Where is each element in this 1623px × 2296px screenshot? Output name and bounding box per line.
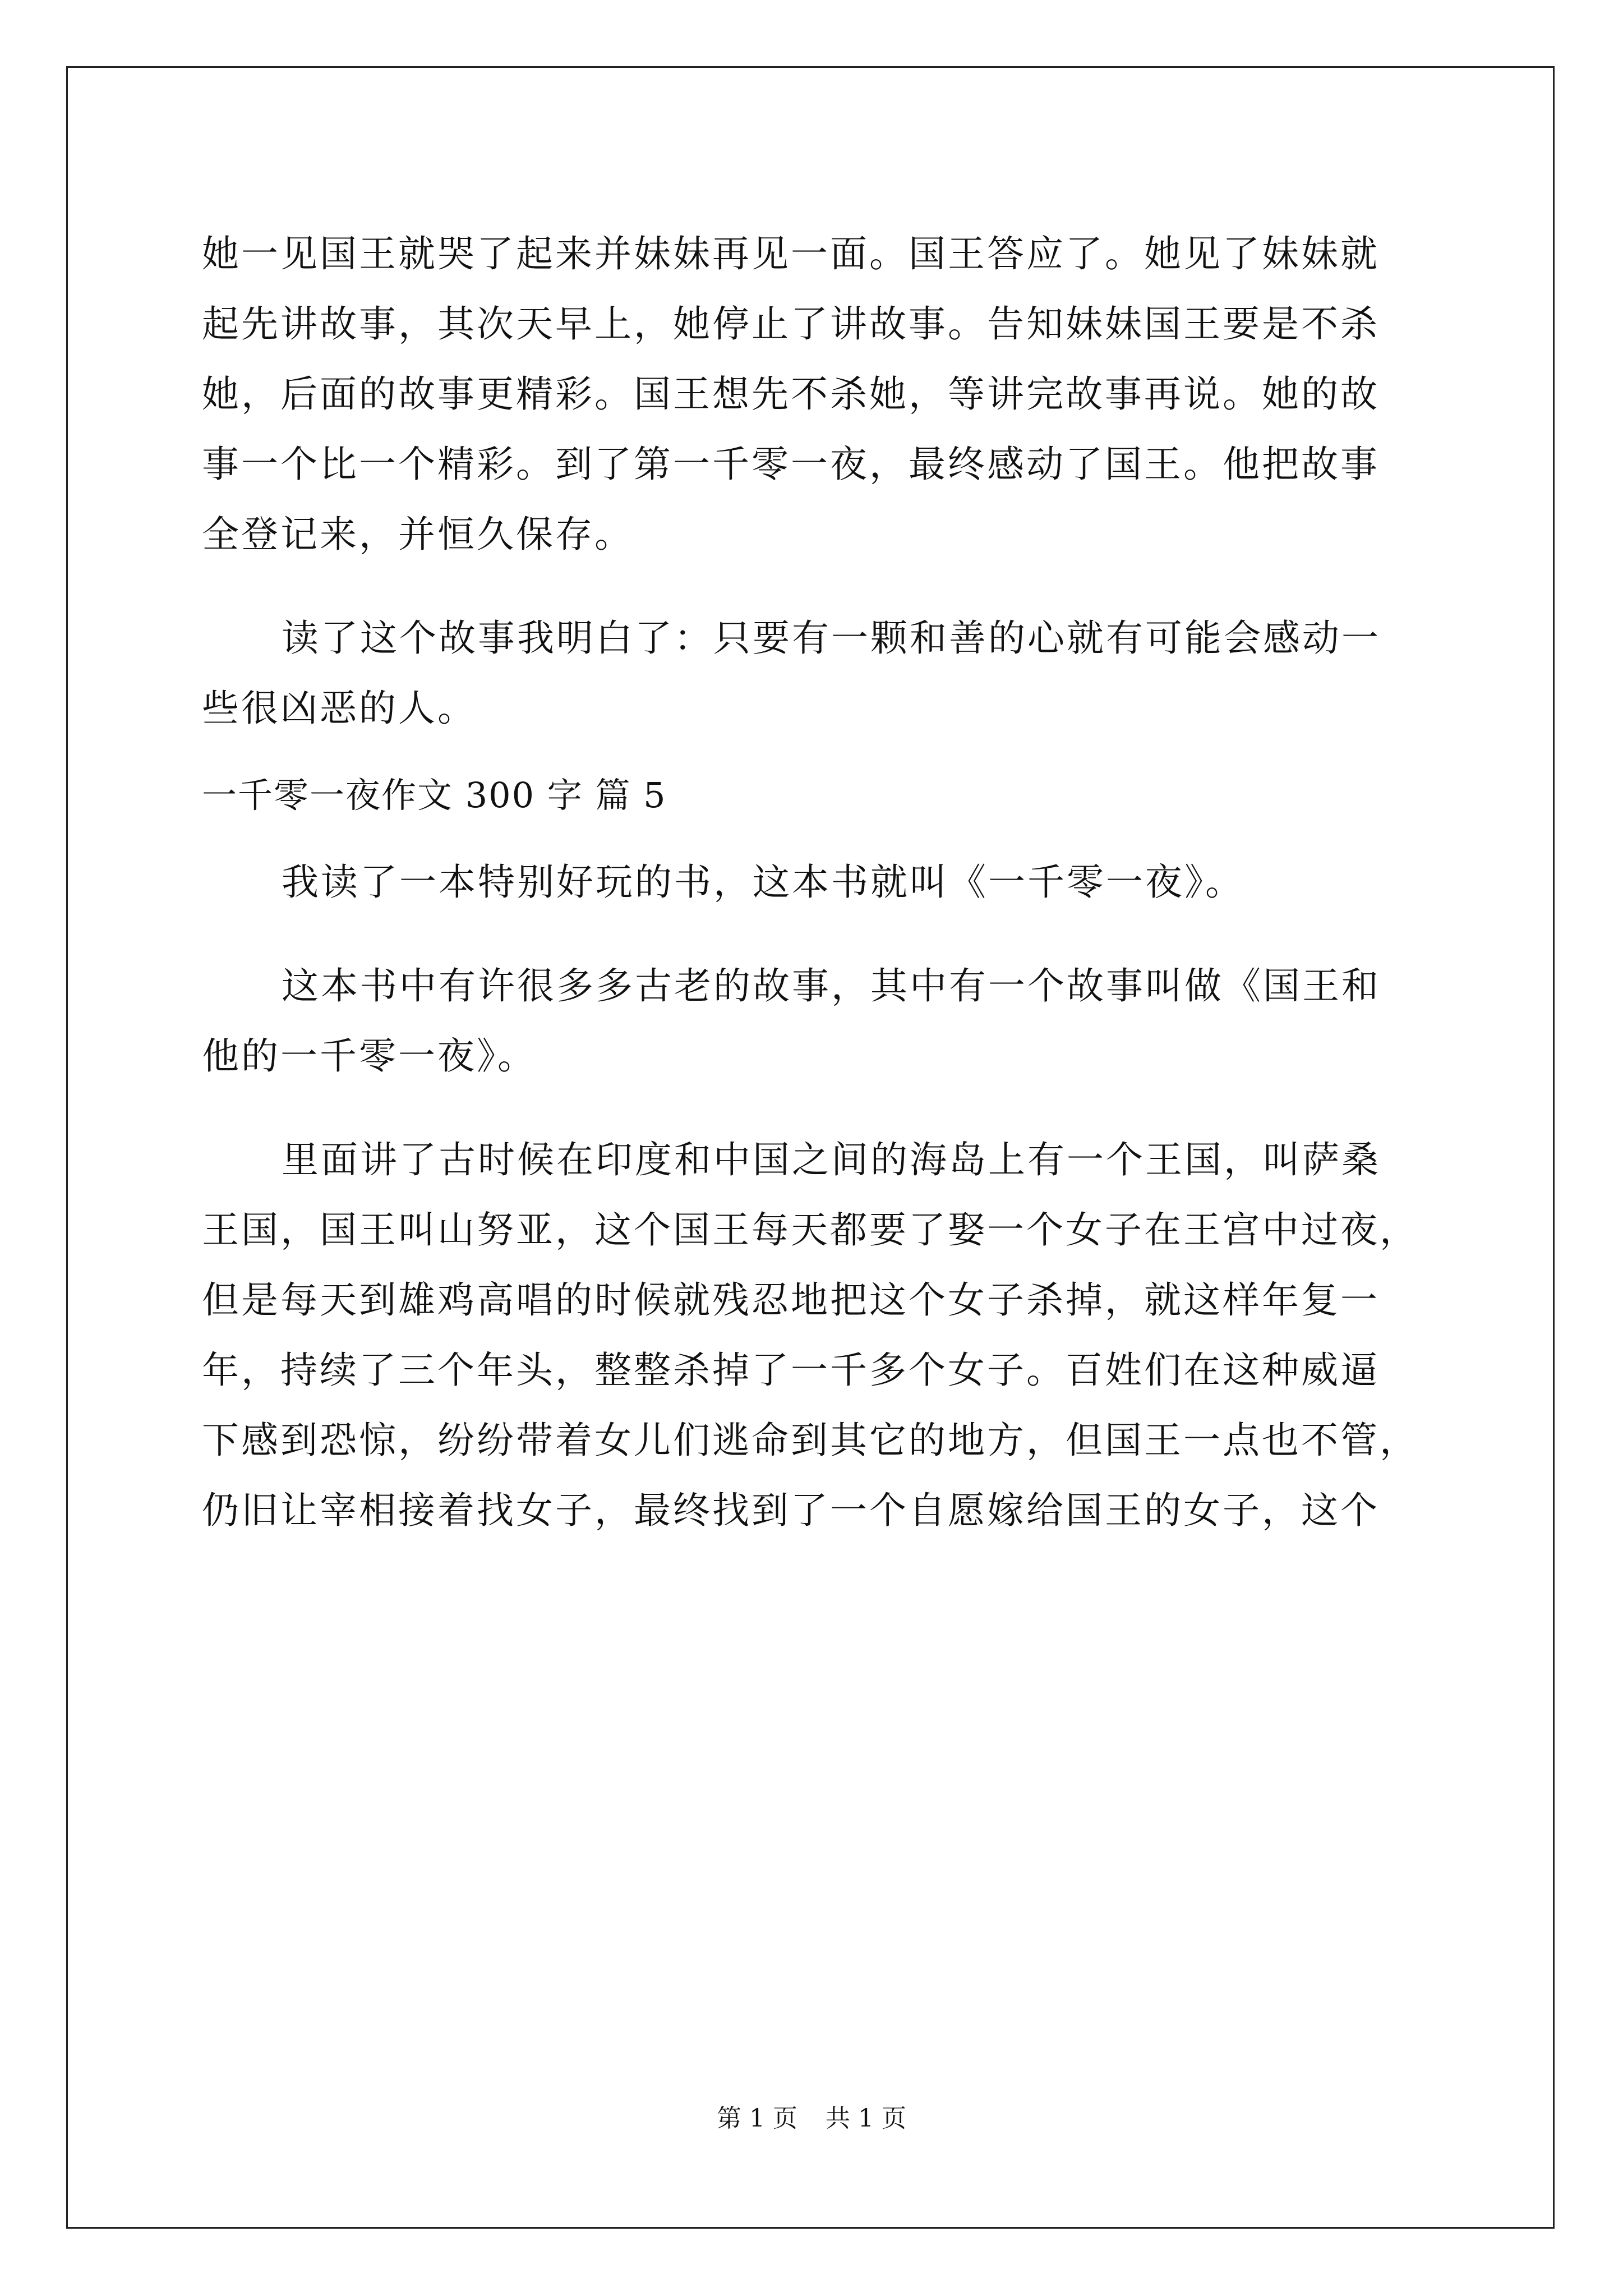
paragraph-5 [202,1125,1438,1545]
text-line: 些很凶恶的人。 [202,687,477,730]
text-line: 全登记来，并恒久保存。 [202,513,634,556]
text-line: 下感到恐惊，纷纷带着女儿们逃命到其它的地方，但国王一点也不管， [202,1419,1419,1462]
text-line: 他的一千零一夜》。 [202,1034,537,1078]
section-heading: 一千零一夜作文 300 字 篇 5 [202,775,667,816]
document-body [202,219,1438,1545]
text-line: 仍旧让宰相接着找女子，最终找到了一个自愿嫁给国王的女子，这个 [202,1489,1380,1532]
page-footer [0,2098,1623,2134]
text-line: 她一见国王就哭了起来并妹妹再见一面。国王答应了。她见了妹妹就 [202,232,1380,275]
text-line: 王国，国王叫山努亚，这个国王每天都要了娶一个女子在王宫中过夜， [202,1208,1419,1251]
text-line: 年，持续了三个年头，整整杀掉了一千多个女子。百姓们在这种威逼 [202,1349,1380,1392]
page-number: 第 1 页 [717,2104,797,2133]
paragraph-4 [202,951,1438,1091]
text-line: 读了这个故事我明白了：只要有一颗和善的心就有可能会感动一 [282,616,1381,660]
text-line: 里面讲了古时候在印度和中国之间的海岛上有一个王国，叫萨桑 [282,1138,1381,1181]
text-line: 但是每天到雄鸡高唱的时候就残忍地把这个女子杀掉，就这样年复一 [202,1278,1380,1322]
text-line: 起先讲故事，其次天早上，她停止了讲故事。告知妹妹国王要是不杀 [202,302,1380,346]
paragraph-2 [202,603,1438,743]
text-line: 事一个比一个精彩。到了第一千零一夜，最终感动了国王。他把故事 [202,443,1380,486]
paragraph-3 [202,847,1438,917]
text-line: 这本书中有许很多多古老的故事，其中有一个故事叫做《国王和 [282,964,1381,1007]
text-line: 她，后面的故事更精彩。国王想先不杀她，等讲完故事再说。她的故 [202,372,1380,416]
paragraph-1 [202,219,1438,569]
page-total: 共 1 页 [826,2104,906,2133]
text-line: 我读了一本特别好玩的书，这本书就叫《一千零一夜》。 [282,861,1244,904]
